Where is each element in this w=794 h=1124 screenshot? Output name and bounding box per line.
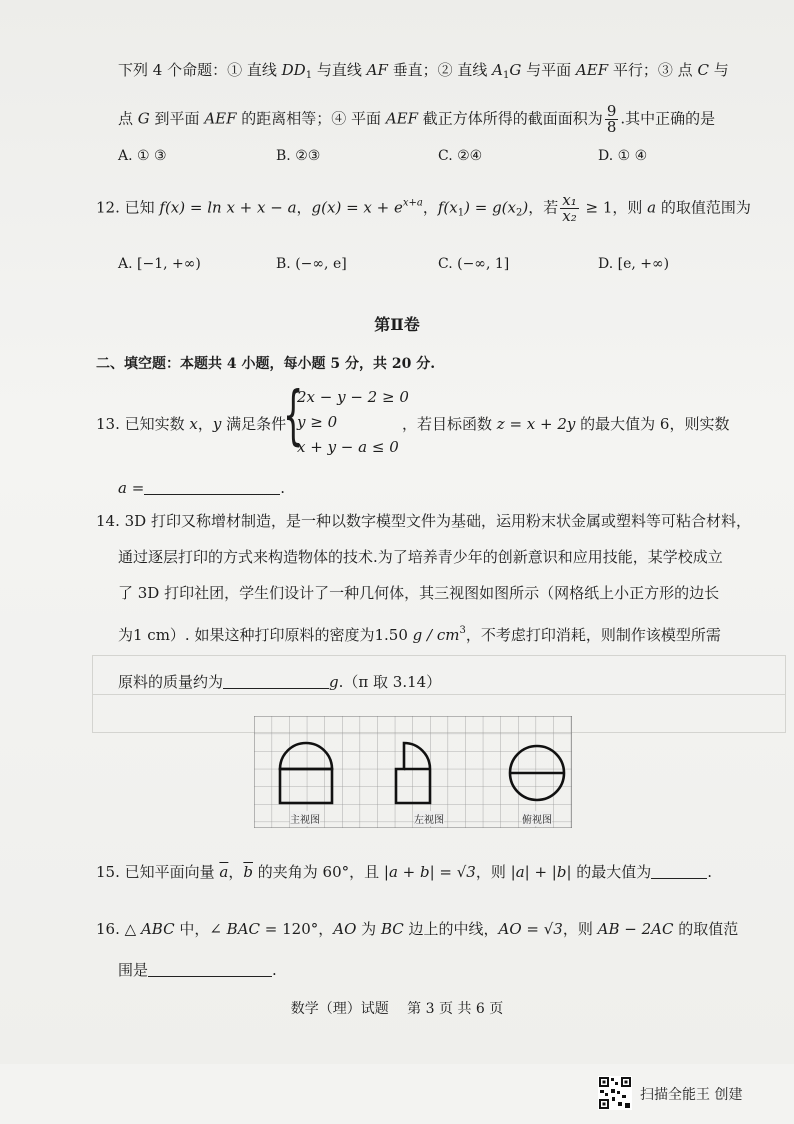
q12-option-b: B. (−∞, e] (276, 256, 347, 272)
vector-a: $\overline{a}$ (219, 863, 229, 881)
fraction-9-8 (605, 104, 619, 135)
q12-option-c: C. (−∞, 1] (438, 256, 510, 272)
text: 与直线 (312, 61, 367, 79)
q14-line1: 14. 3D 打印又称增材制造，是一种以数字模型文件为基础，运用粉末状金属或塑料等可粘合材料， (96, 512, 751, 530)
text: 边上的中线， (403, 920, 499, 938)
text: BC (380, 920, 404, 938)
q13-answer (118, 478, 285, 498)
text: 1 (305, 70, 313, 81)
q13-stem-pre (96, 414, 286, 434)
text: ) (522, 198, 529, 217)
text: ， (296, 198, 312, 217)
constraint-3: x + y − a ≤ 0 (297, 438, 399, 456)
text: 的最大值为 (571, 863, 652, 881)
text: AEF (385, 109, 419, 128)
text: 16. △ (96, 920, 141, 938)
text: 的取值范 (673, 920, 739, 938)
scanner-brand: 扫描全能王 创建 (640, 1087, 743, 1103)
text: 2 (515, 207, 523, 219)
text: .其中正确的是 (620, 109, 716, 128)
text: .（π 取 3.14） (338, 673, 442, 691)
numerator: 9 (606, 102, 617, 120)
text: 的距离相等；④ 平面 (236, 109, 386, 128)
text: 垂直；② 直线 (387, 61, 493, 79)
side-view-label: 左视图 (414, 811, 444, 826)
q14-line4 (118, 621, 721, 645)
three-view-diagram (254, 716, 572, 828)
q16-line2 (118, 960, 277, 980)
q13-stem-post (402, 414, 729, 434)
top-view-label: 俯视图 (522, 811, 552, 826)
text: = 120°， (260, 920, 334, 938)
text: ，若目标函数 (402, 415, 497, 433)
text: C (697, 61, 709, 79)
text: 3 (459, 625, 466, 636)
text: 的取值范围为 (656, 198, 751, 217)
formula: |a| + |b| (510, 863, 572, 881)
answer-blank[interactable] (148, 962, 272, 977)
text: . (707, 863, 713, 881)
text: f(x (437, 198, 458, 217)
text: 到平面 (149, 109, 205, 128)
text: AO = √3 (498, 920, 563, 938)
qr-code-icon (598, 1076, 632, 1110)
q16-line1 (96, 919, 738, 939)
formula: |a + b| = √3 (383, 863, 476, 881)
q15-stem (96, 862, 712, 882)
text: AF (366, 61, 388, 79)
text: ，则 (562, 920, 598, 938)
text: a (647, 198, 657, 217)
text: BAC (226, 920, 261, 938)
text: 与平面 (521, 61, 576, 79)
text: A (492, 61, 504, 79)
formula-f: f(x) = ln x + x − a (159, 198, 297, 217)
constraint-1: 2x − y − 2 ≥ 0 (297, 388, 409, 406)
text: ， (422, 198, 438, 217)
text: 1 (503, 70, 510, 81)
part-title: 第Ⅱ卷 (374, 315, 420, 334)
page-footer: 数学（理）试题 第 3 页 共 6 页 (290, 1001, 504, 1017)
text: g (329, 673, 339, 691)
q12-stem (96, 193, 751, 224)
text: AEF (204, 109, 237, 128)
front-view-label: 主视图 (290, 811, 320, 826)
text: ， (197, 415, 213, 433)
brace-icon: { (283, 379, 304, 453)
fraction-x1-x2 (560, 193, 578, 224)
text: ) = g(x (464, 198, 516, 217)
text: 中，∠ (174, 920, 227, 938)
vector-b: $\overline{b}$ (243, 863, 253, 881)
section-heading: 二、填空题：本题共 4 小题，每小题 5 分，共 20 分. (96, 356, 436, 372)
text: . (280, 479, 286, 497)
text: g / cm (412, 626, 460, 644)
text: G (509, 61, 522, 79)
text: 的夹角为 60°，且 (252, 863, 384, 881)
q12-option-d: D. [e, +∞) (598, 256, 670, 272)
text: AEF (575, 61, 609, 79)
text: DD (281, 61, 306, 79)
constraint-2: y ≥ 0 (297, 413, 338, 431)
text: ABC (140, 920, 175, 938)
text: ，则 (612, 198, 648, 217)
denominator: x₂ (562, 207, 577, 225)
text: 平行；③ 点 (608, 61, 698, 79)
formula-g: g(x) = x + e (311, 198, 403, 217)
text: G (137, 109, 150, 128)
text: ，若 (528, 198, 559, 217)
text: 为1 cm）. 如果这种打印原料的密度为1.50 (118, 626, 413, 644)
q12-option-a: A. [−1, +∞) (118, 256, 201, 272)
text: 的最大值为 6，则实数 (575, 415, 730, 433)
q11-option-d: D. ① ④ (598, 148, 648, 164)
answer-blank[interactable] (651, 864, 707, 879)
text: a = (118, 479, 145, 497)
text: ，不考虑打印消耗，则制作该模型所需 (465, 626, 721, 644)
q11-line1 (118, 60, 729, 86)
text: 12. 已知 (96, 198, 160, 217)
q14-line3: 了 3D 打印社团，学生们设计了一种几何体，其三视图如图所示（网格纸上小正方形的边长 (118, 584, 720, 602)
text: ， (228, 863, 244, 881)
text: 为 (356, 920, 381, 938)
text: z = x + 2y (496, 415, 576, 433)
denominator: 8 (606, 118, 617, 136)
text: 15. 已知平面向量 (96, 863, 220, 881)
answer-blank[interactable] (144, 480, 280, 495)
text: x (189, 415, 198, 433)
q14-line2: 通过逐层打印的方式来构造物体的技术.为了培养青少年的创新意识和应用技能，某学校成立 (118, 548, 723, 566)
q11-option-a: A. ① ③ (118, 148, 167, 164)
q11-option-b: B. ②③ (276, 148, 321, 164)
text: ≥ 1 (580, 198, 613, 217)
text: 13. 已知实数 (96, 415, 190, 433)
text: 点 (118, 109, 138, 128)
text: y (212, 415, 222, 433)
text: 围是 (118, 961, 149, 979)
text: 与 (708, 61, 729, 79)
q11-line2 (118, 104, 715, 135)
text: 下列 4 个命题：① 直线 (118, 61, 282, 79)
text: 1 (457, 207, 465, 219)
numerator: x₁ (562, 191, 577, 209)
text: x+a (402, 197, 423, 209)
text: . (272, 961, 277, 979)
text: ，则 (475, 863, 511, 881)
formula: AB − 2AC (597, 920, 674, 938)
text: 原料的质量约为 (118, 673, 224, 691)
text: 满足条件 (221, 415, 287, 433)
text: 截正方体所得的截面面积为 (418, 109, 603, 128)
text: AO (333, 920, 357, 938)
q11-option-c: C. ②④ (438, 148, 483, 164)
